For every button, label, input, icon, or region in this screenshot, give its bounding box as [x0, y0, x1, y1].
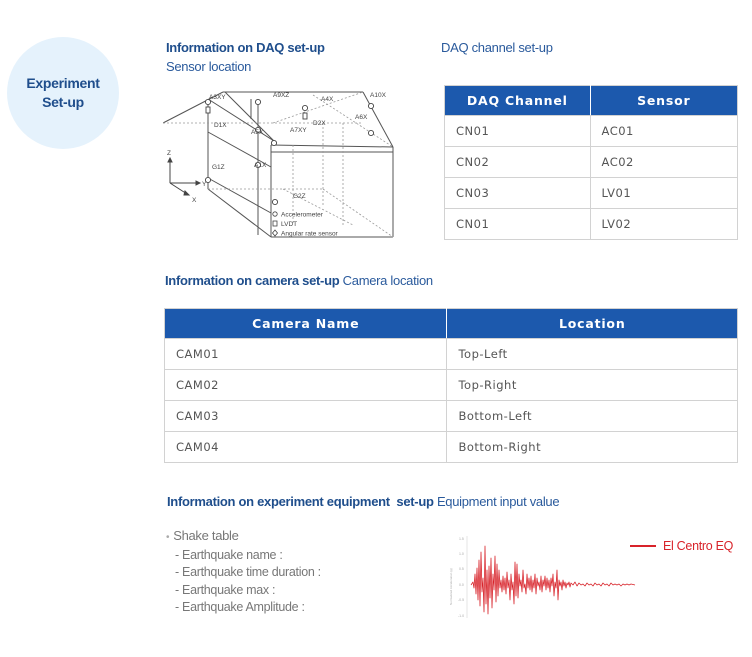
table-row: CAM03 Bottom-Left — [165, 401, 738, 432]
svg-text:-1.0: -1.0 — [458, 614, 465, 618]
svg-text:D2X: D2X — [313, 120, 326, 127]
legend-label: El Centro EQ — [663, 539, 734, 553]
svg-text:1.5: 1.5 — [459, 537, 464, 541]
svg-text:Normalized Acceleration (g): Normalized Acceleration (g) — [449, 568, 453, 605]
svg-text:G2Z: G2Z — [293, 193, 306, 200]
daq-section-title: Information on DAQ set-up — [166, 40, 325, 55]
column-header-daq-channel: DAQ Channel — [445, 86, 591, 116]
list-item: - Earthquake Amplitude : — [175, 600, 305, 614]
list-item: - Earthquake max : — [175, 582, 276, 597]
table-row: CAM02 Top-Right — [165, 370, 738, 401]
svg-text:G1Z: G1Z — [212, 164, 225, 171]
svg-text:A5X: A5X — [251, 129, 264, 136]
sensor-location-subtitle: Sensor location — [166, 59, 252, 74]
sensor-location-diagram — [163, 85, 403, 245]
svg-text:0.5: 0.5 — [459, 567, 464, 571]
table-row: CN01 AC01 — [445, 116, 738, 147]
equipment-section-title: Information on experiment equipment set-up Equipment input value — [167, 494, 560, 509]
svg-text:A4X: A4X — [321, 96, 334, 103]
daq-channel-table — [444, 85, 738, 240]
svg-text:Z: Z — [167, 150, 171, 157]
svg-text:LVDT: LVDT — [281, 221, 298, 228]
table-row: CN03 LV01 — [445, 178, 738, 209]
camera-location-subtitle: Camera location — [342, 273, 433, 288]
svg-text:0.0: 0.0 — [459, 583, 464, 587]
svg-text:A3XY: A3XY — [209, 94, 226, 101]
svg-text:A6X: A6X — [355, 114, 368, 121]
table-row: CN01 LV02 — [445, 209, 738, 240]
column-header-sensor: Sensor — [590, 86, 737, 116]
camera-section-title: Information on camera set-up Camera location — [165, 273, 433, 288]
table-row: CAM04 Bottom-Right — [165, 432, 738, 463]
svg-text:1.0: 1.0 — [459, 552, 464, 556]
daq-channel-title: DAQ channel set-up — [441, 40, 553, 55]
badge-line-1: Experiment — [26, 75, 100, 91]
shake-table-list — [166, 527, 321, 617]
badge-line-2: Set-up — [42, 94, 84, 110]
svg-text:Angular rate sensor: Angular rate sensor — [281, 230, 338, 238]
shake-table-heading: • Shake table — [166, 528, 239, 543]
svg-text:A7XY: A7XY — [290, 127, 307, 134]
list-item: - Earthquake name : — [175, 547, 283, 562]
list-item: - Earthquake time duration : — [175, 565, 321, 579]
table-row: CAM01 Top-Left — [165, 339, 738, 370]
column-header-location: Location — [447, 309, 738, 339]
chart-legend — [630, 539, 733, 553]
svg-text:D1X: D1X — [214, 122, 227, 129]
equipment-input-subtitle: Equipment input value — [436, 494, 560, 509]
table-row: CN02 AC02 — [445, 147, 738, 178]
svg-text:Y: Y — [202, 181, 207, 188]
svg-text:Accelerometer: Accelerometer — [281, 211, 323, 219]
experiment-setup-badge — [7, 37, 119, 149]
bullet-icon: • — [166, 532, 170, 543]
svg-text:A10X: A10X — [370, 92, 386, 99]
column-header-camera-name: Camera Name — [165, 309, 447, 339]
earthquake-waveform-chart — [445, 530, 645, 625]
svg-text:X: X — [192, 197, 197, 204]
legend-line-icon — [630, 545, 656, 547]
camera-table — [164, 308, 738, 463]
svg-text:A1X: A1X — [254, 162, 267, 169]
svg-text:-0.5: -0.5 — [458, 598, 465, 602]
svg-text:A9XZ: A9XZ — [273, 92, 290, 99]
